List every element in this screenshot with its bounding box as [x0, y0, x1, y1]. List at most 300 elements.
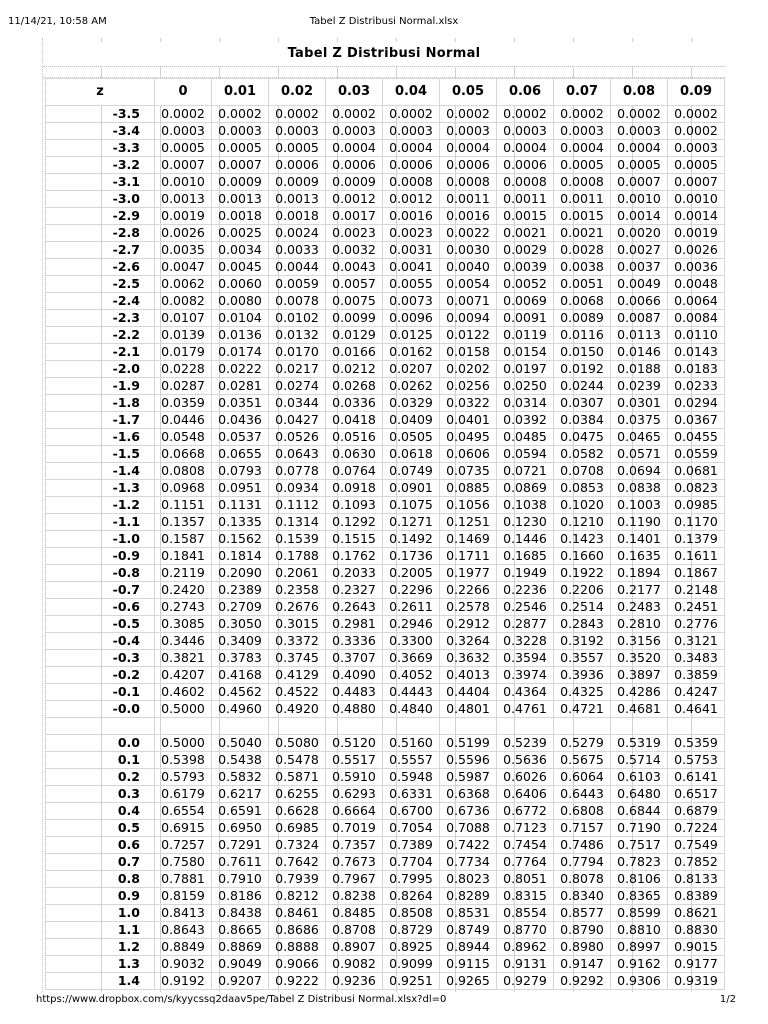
probability-cell: 0.9131	[497, 956, 554, 973]
probability-cell: 0.1788	[269, 548, 326, 565]
probability-cell: 0.3264	[440, 633, 497, 650]
probability-cell: 0.0192	[554, 361, 611, 378]
probability-cell: 0.0062	[155, 276, 212, 293]
probability-cell: 0.8907	[326, 939, 383, 956]
z-value-cell: 0.4	[46, 803, 155, 820]
probability-cell: 0.2061	[269, 565, 326, 582]
probability-cell: 0.5675	[554, 752, 611, 769]
probability-cell: 0.9049	[212, 956, 269, 973]
z-table	[45, 78, 725, 990]
table-row	[46, 684, 725, 701]
probability-cell: 0.0918	[326, 480, 383, 497]
column-header: 0.04	[383, 79, 440, 106]
probability-cell: 0.4168	[212, 667, 269, 684]
probability-cell: 0.5910	[326, 769, 383, 786]
probability-cell: 0.6772	[497, 803, 554, 820]
probability-cell: 0.3085	[155, 616, 212, 633]
z-value-cell: 0.3	[46, 786, 155, 803]
probability-cell: 0.8869	[212, 939, 269, 956]
probability-cell: 0.0052	[497, 276, 554, 293]
probability-cell: 0.8531	[440, 905, 497, 922]
table-row	[46, 582, 725, 599]
z-value-cell: -1.7	[46, 412, 155, 429]
probability-cell: 0.2005	[383, 565, 440, 582]
z-value-cell: -2.6	[46, 259, 155, 276]
probability-cell: 0.8810	[611, 922, 668, 939]
probability-cell: 0.9115	[440, 956, 497, 973]
probability-cell: 0.2514	[554, 599, 611, 616]
probability-cell: 0.9319	[668, 973, 725, 990]
probability-cell: 0.8508	[383, 905, 440, 922]
probability-cell: 0.0027	[611, 242, 668, 259]
probability-cell: 0.5398	[155, 752, 212, 769]
probability-cell: 0.0002	[554, 106, 611, 123]
probability-cell: 0.0003	[497, 123, 554, 140]
probability-cell: 0.0262	[383, 378, 440, 395]
z-value-cell: 0.9	[46, 888, 155, 905]
probability-cell: 0.0125	[383, 327, 440, 344]
probability-cell: 0.6664	[326, 803, 383, 820]
probability-cell: 0.0548	[155, 429, 212, 446]
probability-cell: 0.1949	[497, 565, 554, 582]
probability-cell: 0.0853	[554, 480, 611, 497]
probability-cell: 0.0014	[668, 208, 725, 225]
probability-cell: 0.0495	[440, 429, 497, 446]
probability-cell: 0.0694	[611, 463, 668, 480]
probability-cell: 0.8340	[554, 888, 611, 905]
z-value-cell: 1.1	[46, 922, 155, 939]
probability-cell: 0.8133	[668, 871, 725, 888]
probability-cell: 0.0003	[440, 123, 497, 140]
table-row	[46, 837, 725, 854]
probability-cell: 0.2810	[611, 616, 668, 633]
probability-cell: 0.7611	[212, 854, 269, 871]
z-value-cell: -1.1	[46, 514, 155, 531]
probability-cell: 0.3974	[497, 667, 554, 684]
probability-cell: 0.0202	[440, 361, 497, 378]
sheet-title: Tabel Z Distribusi Normal	[43, 42, 725, 67]
probability-cell: 0.7939	[269, 871, 326, 888]
probability-cell: 0.0002	[155, 106, 212, 123]
probability-cell: 0.4562	[212, 684, 269, 701]
probability-cell: 0.7823	[611, 854, 668, 871]
probability-cell: 0.6103	[611, 769, 668, 786]
z-value-cell: -0.8	[46, 565, 155, 582]
z-value-cell: -3.4	[46, 123, 155, 140]
z-value-cell: -0.1	[46, 684, 155, 701]
probability-cell: 0.4207	[155, 667, 212, 684]
z-value-cell: -1.6	[46, 429, 155, 446]
probability-cell: 0.0015	[554, 208, 611, 225]
probability-cell: 0.5517	[326, 752, 383, 769]
probability-cell: 0.9279	[497, 973, 554, 990]
table-row	[46, 480, 725, 497]
probability-cell: 0.9265	[440, 973, 497, 990]
probability-cell: 0.8212	[269, 888, 326, 905]
probability-cell: 0.0003	[269, 123, 326, 140]
probability-cell: 0.0314	[497, 395, 554, 412]
probability-cell: 0.2877	[497, 616, 554, 633]
probability-cell: 0.0008	[554, 174, 611, 191]
column-header: 0.09	[668, 79, 725, 106]
probability-cell: 0.0040	[440, 259, 497, 276]
z-value-cell: -3.0	[46, 191, 155, 208]
probability-cell: 0.0174	[212, 344, 269, 361]
probability-cell: 0.7019	[326, 820, 383, 837]
probability-cell: 0.1423	[554, 531, 611, 548]
probability-cell: 0.1038	[497, 497, 554, 514]
probability-cell: 0.0014	[611, 208, 668, 225]
probability-cell: 0.1020	[554, 497, 611, 514]
probability-cell: 0.1170	[668, 514, 725, 531]
probability-cell: 0.7881	[155, 871, 212, 888]
probability-cell: 0.4090	[326, 667, 383, 684]
table-row	[46, 769, 725, 786]
probability-cell: 0.8413	[155, 905, 212, 922]
table-row	[46, 344, 725, 361]
probability-cell: 0.5279	[554, 735, 611, 752]
z-value-cell: -2.8	[46, 225, 155, 242]
probability-cell: 0.1003	[611, 497, 668, 514]
z-value-cell: -1.2	[46, 497, 155, 514]
probability-cell: 0.6443	[554, 786, 611, 803]
table-row	[46, 259, 725, 276]
probability-cell: 0.0035	[155, 242, 212, 259]
table-row	[46, 174, 725, 191]
probability-cell: 0.0158	[440, 344, 497, 361]
z-value-cell: -0.0	[46, 701, 155, 718]
probability-cell: 0.1056	[440, 497, 497, 514]
probability-cell: 0.0418	[326, 412, 383, 429]
probability-cell: 0.0013	[269, 191, 326, 208]
probability-cell: 0.0183	[668, 361, 725, 378]
probability-cell: 0.0004	[497, 140, 554, 157]
probability-cell: 0.4286	[611, 684, 668, 701]
probability-cell: 0.1401	[611, 531, 668, 548]
probability-cell: 0.0002	[611, 106, 668, 123]
probability-cell: 0.9177	[668, 956, 725, 973]
probability-cell: 0.0078	[269, 293, 326, 310]
probability-cell: 0.0146	[611, 344, 668, 361]
probability-cell: 0.0007	[668, 174, 725, 191]
probability-cell: 0.9032	[155, 956, 212, 973]
probability-cell: 0.0505	[383, 429, 440, 446]
probability-cell: 0.0778	[269, 463, 326, 480]
probability-cell: 0.0359	[155, 395, 212, 412]
probability-cell: 0.5636	[497, 752, 554, 769]
probability-cell: 0.4920	[269, 701, 326, 718]
probability-cell: 0.7642	[269, 854, 326, 871]
probability-cell: 0.9147	[554, 956, 611, 973]
probability-cell: 0.1230	[497, 514, 554, 531]
probability-cell: 0.0294	[668, 395, 725, 412]
z-value-cell: -3.1	[46, 174, 155, 191]
probability-cell: 0.0096	[383, 310, 440, 327]
probability-cell: 0.0021	[497, 225, 554, 242]
probability-cell: 0.0004	[611, 140, 668, 157]
probability-cell: 0.9099	[383, 956, 440, 973]
probability-cell: 0.3156	[611, 633, 668, 650]
probability-cell: 0.6331	[383, 786, 440, 803]
probability-cell: 0.7580	[155, 854, 212, 871]
table-row	[46, 327, 725, 344]
probability-cell: 0.1292	[326, 514, 383, 531]
blank-row	[46, 718, 725, 735]
z-value-cell: 0.8	[46, 871, 155, 888]
z-value-cell: -2.0	[46, 361, 155, 378]
probability-cell: 0.0537	[212, 429, 269, 446]
z-value-cell: -1.8	[46, 395, 155, 412]
probability-cell: 0.0351	[212, 395, 269, 412]
table-row	[46, 429, 725, 446]
table-row	[46, 803, 725, 820]
probability-cell: 0.0179	[155, 344, 212, 361]
table-row	[46, 888, 725, 905]
probability-cell: 0.0009	[269, 174, 326, 191]
probability-cell: 0.0643	[269, 446, 326, 463]
probability-cell: 0.9236	[326, 973, 383, 990]
probability-cell: 0.2177	[611, 582, 668, 599]
print-document-title: Tabel Z Distribusi Normal.xlsx	[309, 16, 459, 27]
probability-cell: 0.2420	[155, 582, 212, 599]
probability-cell: 0.0344	[269, 395, 326, 412]
column-header: 0.02	[269, 79, 326, 106]
probability-cell: 0.1814	[212, 548, 269, 565]
probability-cell: 0.0011	[440, 191, 497, 208]
table-row	[46, 922, 725, 939]
probability-cell: 0.0031	[383, 242, 440, 259]
probability-cell: 0.0618	[383, 446, 440, 463]
probability-cell: 0.3557	[554, 650, 611, 667]
probability-cell: 0.6026	[497, 769, 554, 786]
probability-cell: 0.0005	[554, 157, 611, 174]
probability-cell: 0.1190	[611, 514, 668, 531]
probability-cell: 0.0606	[440, 446, 497, 463]
probability-cell: 0.2912	[440, 616, 497, 633]
probability-cell: 0.0668	[155, 446, 212, 463]
z-value-cell: -0.2	[46, 667, 155, 684]
probability-cell: 0.0764	[326, 463, 383, 480]
z-value-cell: 0.6	[46, 837, 155, 854]
probability-cell: 0.0655	[212, 446, 269, 463]
probability-cell: 0.8599	[611, 905, 668, 922]
probability-cell: 0.5793	[155, 769, 212, 786]
probability-cell: 0.0019	[155, 208, 212, 225]
probability-cell: 0.6628	[269, 803, 326, 820]
probability-cell: 0.2843	[554, 616, 611, 633]
probability-cell: 0.0217	[269, 361, 326, 378]
probability-cell: 0.0089	[554, 310, 611, 327]
probability-cell: 0.3121	[668, 633, 725, 650]
probability-cell: 0.1660	[554, 548, 611, 565]
probability-cell: 0.1093	[326, 497, 383, 514]
probability-cell: 0.0044	[269, 259, 326, 276]
probability-cell: 0.4880	[326, 701, 383, 718]
table-row	[46, 616, 725, 633]
probability-cell: 0.8106	[611, 871, 668, 888]
probability-cell: 0.0026	[155, 225, 212, 242]
probability-cell: 0.8997	[611, 939, 668, 956]
probability-cell: 0.3446	[155, 633, 212, 650]
probability-cell: 0.7794	[554, 854, 611, 871]
probability-cell: 0.0005	[155, 140, 212, 157]
table-row	[46, 548, 725, 565]
probability-cell: 0.6554	[155, 803, 212, 820]
z-value-cell: -1.9	[46, 378, 155, 395]
probability-cell: 0.3192	[554, 633, 611, 650]
probability-cell: 0.0002	[497, 106, 554, 123]
probability-cell: 0.0582	[554, 446, 611, 463]
probability-cell: 0.0026	[668, 242, 725, 259]
probability-cell: 0.0010	[155, 174, 212, 191]
probability-cell: 0.3483	[668, 650, 725, 667]
probability-cell: 0.0526	[269, 429, 326, 446]
probability-cell: 0.7852	[668, 854, 725, 871]
probability-cell: 0.0102	[269, 310, 326, 327]
probability-cell: 0.0197	[497, 361, 554, 378]
probability-cell: 0.4761	[497, 701, 554, 718]
probability-cell: 0.9292	[554, 973, 611, 990]
probability-cell: 0.0516	[326, 429, 383, 446]
probability-cell: 0.5948	[383, 769, 440, 786]
probability-cell: 0.2578	[440, 599, 497, 616]
probability-cell: 0.0869	[497, 480, 554, 497]
probability-cell: 0.0033	[269, 242, 326, 259]
column-header-z: z	[46, 79, 155, 106]
probability-cell: 0.7454	[497, 837, 554, 854]
z-value-cell: -1.5	[46, 446, 155, 463]
probability-cell: 0.0009	[212, 174, 269, 191]
probability-cell: 0.8554	[497, 905, 554, 922]
probability-cell: 0.2451	[668, 599, 725, 616]
probability-cell: 0.5359	[668, 735, 725, 752]
probability-cell: 0.1611	[668, 548, 725, 565]
probability-cell: 0.0735	[440, 463, 497, 480]
table-row	[46, 599, 725, 616]
probability-cell: 0.5199	[440, 735, 497, 752]
table-row	[46, 395, 725, 412]
probability-cell: 0.6179	[155, 786, 212, 803]
probability-cell: 0.0016	[440, 208, 497, 225]
probability-cell: 0.0212	[326, 361, 383, 378]
z-value-cell: -2.3	[46, 310, 155, 327]
probability-cell: 0.2946	[383, 616, 440, 633]
probability-cell: 0.3015	[269, 616, 326, 633]
probability-cell: 0.0008	[383, 174, 440, 191]
probability-cell: 0.0571	[611, 446, 668, 463]
probability-cell: 0.7486	[554, 837, 611, 854]
probability-cell: 0.4443	[383, 684, 440, 701]
table-row	[46, 310, 725, 327]
probability-cell: 0.0268	[326, 378, 383, 395]
probability-cell: 0.0003	[212, 123, 269, 140]
probability-cell: 0.2033	[326, 565, 383, 582]
probability-cell: 0.8461	[269, 905, 326, 922]
probability-cell: 0.0968	[155, 480, 212, 497]
table-row	[46, 973, 725, 990]
table-row	[46, 531, 725, 548]
probability-cell: 0.3936	[554, 667, 611, 684]
probability-cell: 0.0091	[497, 310, 554, 327]
probability-cell: 0.0239	[611, 378, 668, 395]
z-value-cell: -2.1	[46, 344, 155, 361]
probability-cell: 0.0075	[326, 293, 383, 310]
table-row	[46, 208, 725, 225]
z-value-cell: 1.4	[46, 973, 155, 990]
probability-cell: 0.0228	[155, 361, 212, 378]
probability-cell: 0.1685	[497, 548, 554, 565]
probability-cell: 0.0170	[269, 344, 326, 361]
probability-cell: 0.5040	[212, 735, 269, 752]
probability-cell: 0.7088	[440, 820, 497, 837]
probability-cell: 0.0007	[212, 157, 269, 174]
table-row	[46, 140, 725, 157]
probability-cell: 0.0139	[155, 327, 212, 344]
probability-cell: 0.0099	[326, 310, 383, 327]
probability-cell: 0.0007	[155, 157, 212, 174]
probability-cell: 0.0003	[554, 123, 611, 140]
probability-cell: 0.0136	[212, 327, 269, 344]
z-value-cell: -2.7	[46, 242, 155, 259]
probability-cell: 0.7357	[326, 837, 383, 854]
probability-cell: 0.0113	[611, 327, 668, 344]
column-header: 0	[155, 79, 212, 106]
probability-cell: 0.5987	[440, 769, 497, 786]
probability-cell: 0.3050	[212, 616, 269, 633]
probability-cell: 0.1539	[269, 531, 326, 548]
probability-cell: 0.6950	[212, 820, 269, 837]
z-value-cell: -3.5	[46, 106, 155, 123]
probability-cell: 0.7764	[497, 854, 554, 871]
probability-cell: 0.6293	[326, 786, 383, 803]
probability-cell: 0.0003	[668, 140, 725, 157]
table-row	[46, 293, 725, 310]
probability-cell: 0.8315	[497, 888, 554, 905]
probability-cell: 0.7995	[383, 871, 440, 888]
probability-cell: 0.0233	[668, 378, 725, 395]
probability-cell: 0.0119	[497, 327, 554, 344]
probability-cell: 0.0681	[668, 463, 725, 480]
probability-cell: 0.0559	[668, 446, 725, 463]
probability-cell: 0.3336	[326, 633, 383, 650]
z-value-cell: -2.9	[46, 208, 155, 225]
probability-cell: 0.0281	[212, 378, 269, 395]
probability-cell: 0.5000	[155, 735, 212, 752]
z-value-cell: -0.4	[46, 633, 155, 650]
probability-cell: 0.2643	[326, 599, 383, 616]
probability-cell: 0.0038	[554, 259, 611, 276]
probability-cell: 0.0427	[269, 412, 326, 429]
probability-cell: 0.0901	[383, 480, 440, 497]
table-row	[46, 463, 725, 480]
probability-cell: 0.3372	[269, 633, 326, 650]
probability-cell: 0.1635	[611, 548, 668, 565]
probability-cell: 0.0007	[611, 174, 668, 191]
probability-cell: 0.0066	[611, 293, 668, 310]
probability-cell: 0.6368	[440, 786, 497, 803]
probability-cell: 0.4602	[155, 684, 212, 701]
probability-cell: 0.0256	[440, 378, 497, 395]
probability-cell: 0.0012	[383, 191, 440, 208]
probability-cell: 0.6255	[269, 786, 326, 803]
z-value-cell: -3.3	[46, 140, 155, 157]
probability-cell: 0.0082	[155, 293, 212, 310]
probability-cell: 0.0021	[554, 225, 611, 242]
probability-cell: 0.0885	[440, 480, 497, 497]
probability-cell: 0.0034	[212, 242, 269, 259]
table-row	[46, 701, 725, 718]
table-row	[46, 106, 725, 123]
